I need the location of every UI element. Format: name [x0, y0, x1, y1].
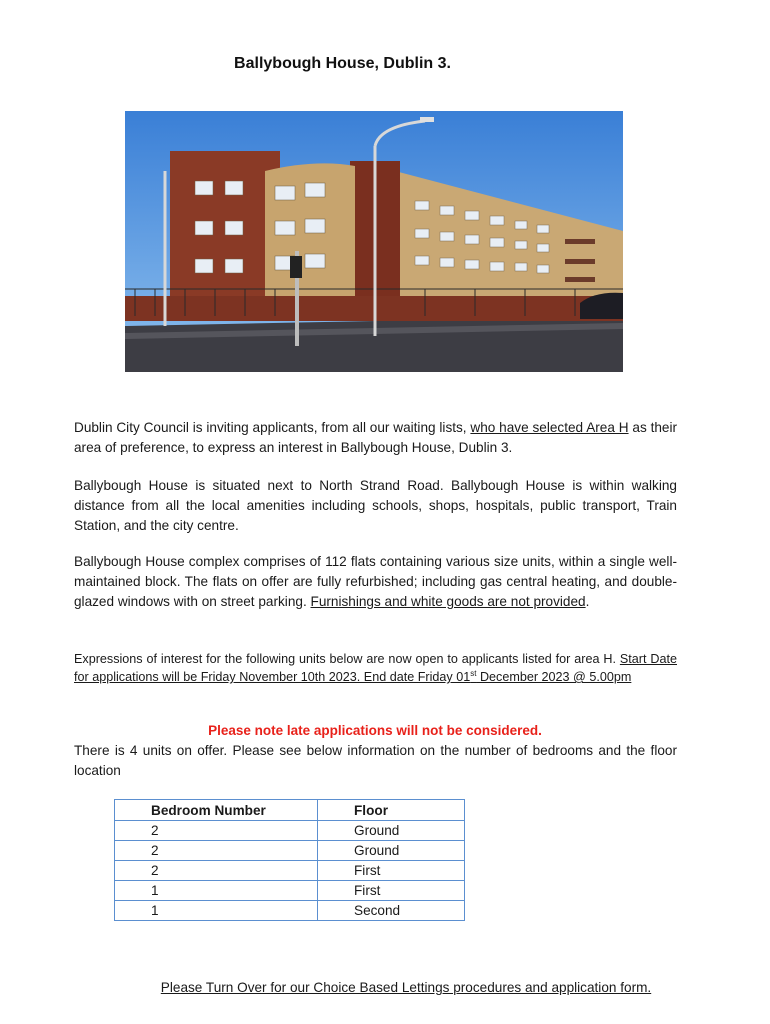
furnishings-underlined: Furnishings and white goods are not provided [310, 594, 586, 609]
header-floor: Floor [318, 800, 465, 821]
ordinal-suffix: st [470, 668, 477, 678]
units-paragraph: There is 4 units on offer. Please see below information on the number of bedrooms and the floor location [74, 743, 677, 778]
complex-text-before: Ballybough House complex comprises of 112 flats containing various size units, within a single well-maintained block. The flats on offer are fully refurbished; including gas central heating, and double-glazed windows with on street parking. [74, 554, 677, 609]
floor-cell: First [318, 861, 465, 881]
building-photo [125, 111, 623, 372]
late-applications-warning: Please note late applications will not be considered. [208, 723, 542, 738]
table-header-row [115, 800, 465, 821]
table-row [115, 881, 465, 901]
floor-cell: Second [318, 901, 465, 921]
turn-over-footer: Please Turn Over for our Choice Based Lettings procedures and application form. [160, 980, 652, 995]
bedroom-cell: 2 [115, 861, 318, 881]
units-table [114, 799, 465, 921]
bedroom-cell: 1 [115, 901, 318, 921]
complex-text-after: . [585, 594, 590, 609]
dates-text-before: Expressions of interest for the following units below are now open to applicants listed for area H. [74, 652, 620, 666]
area-h-underlined: who have selected Area H [470, 420, 629, 435]
bedroom-cell: 2 [115, 821, 318, 841]
floor-cell: First [318, 881, 465, 901]
complex-paragraph [74, 552, 677, 612]
page-title: Ballybough House, Dublin 3. [234, 55, 451, 72]
header-bedroom-number: Bedroom Number [115, 800, 318, 821]
building-photo-illustration [125, 111, 623, 372]
location-paragraph: Ballybough House is situated next to North Strand Road. Ballybough House is within walking distance from all the local amenities including schools, shops, hospitals, public transport, Train Station, and the city centre. [74, 478, 677, 533]
bedroom-cell: 2 [115, 841, 318, 861]
start-end-date-text: Start Date for applications will be Friday November 10th 2023. End date Friday 01 [74, 652, 677, 684]
intro-text-before: Dublin City Council is inviting applicants, from all our waiting lists, [74, 420, 471, 435]
floor-cell: Ground [318, 841, 465, 861]
dates-paragraph [74, 650, 677, 686]
table-row [115, 901, 465, 921]
intro-text-after: as their area of preference, to express an interest in Ballybough House, Dublin 3. [74, 420, 678, 455]
intro-paragraph [74, 418, 677, 458]
table-row [115, 821, 465, 841]
floor-cell: Ground [318, 821, 465, 841]
bedroom-cell: 1 [115, 881, 318, 901]
table-row [115, 861, 465, 881]
table-row [115, 841, 465, 861]
end-date-text: December 2023 @ 5.00pm [476, 670, 632, 684]
